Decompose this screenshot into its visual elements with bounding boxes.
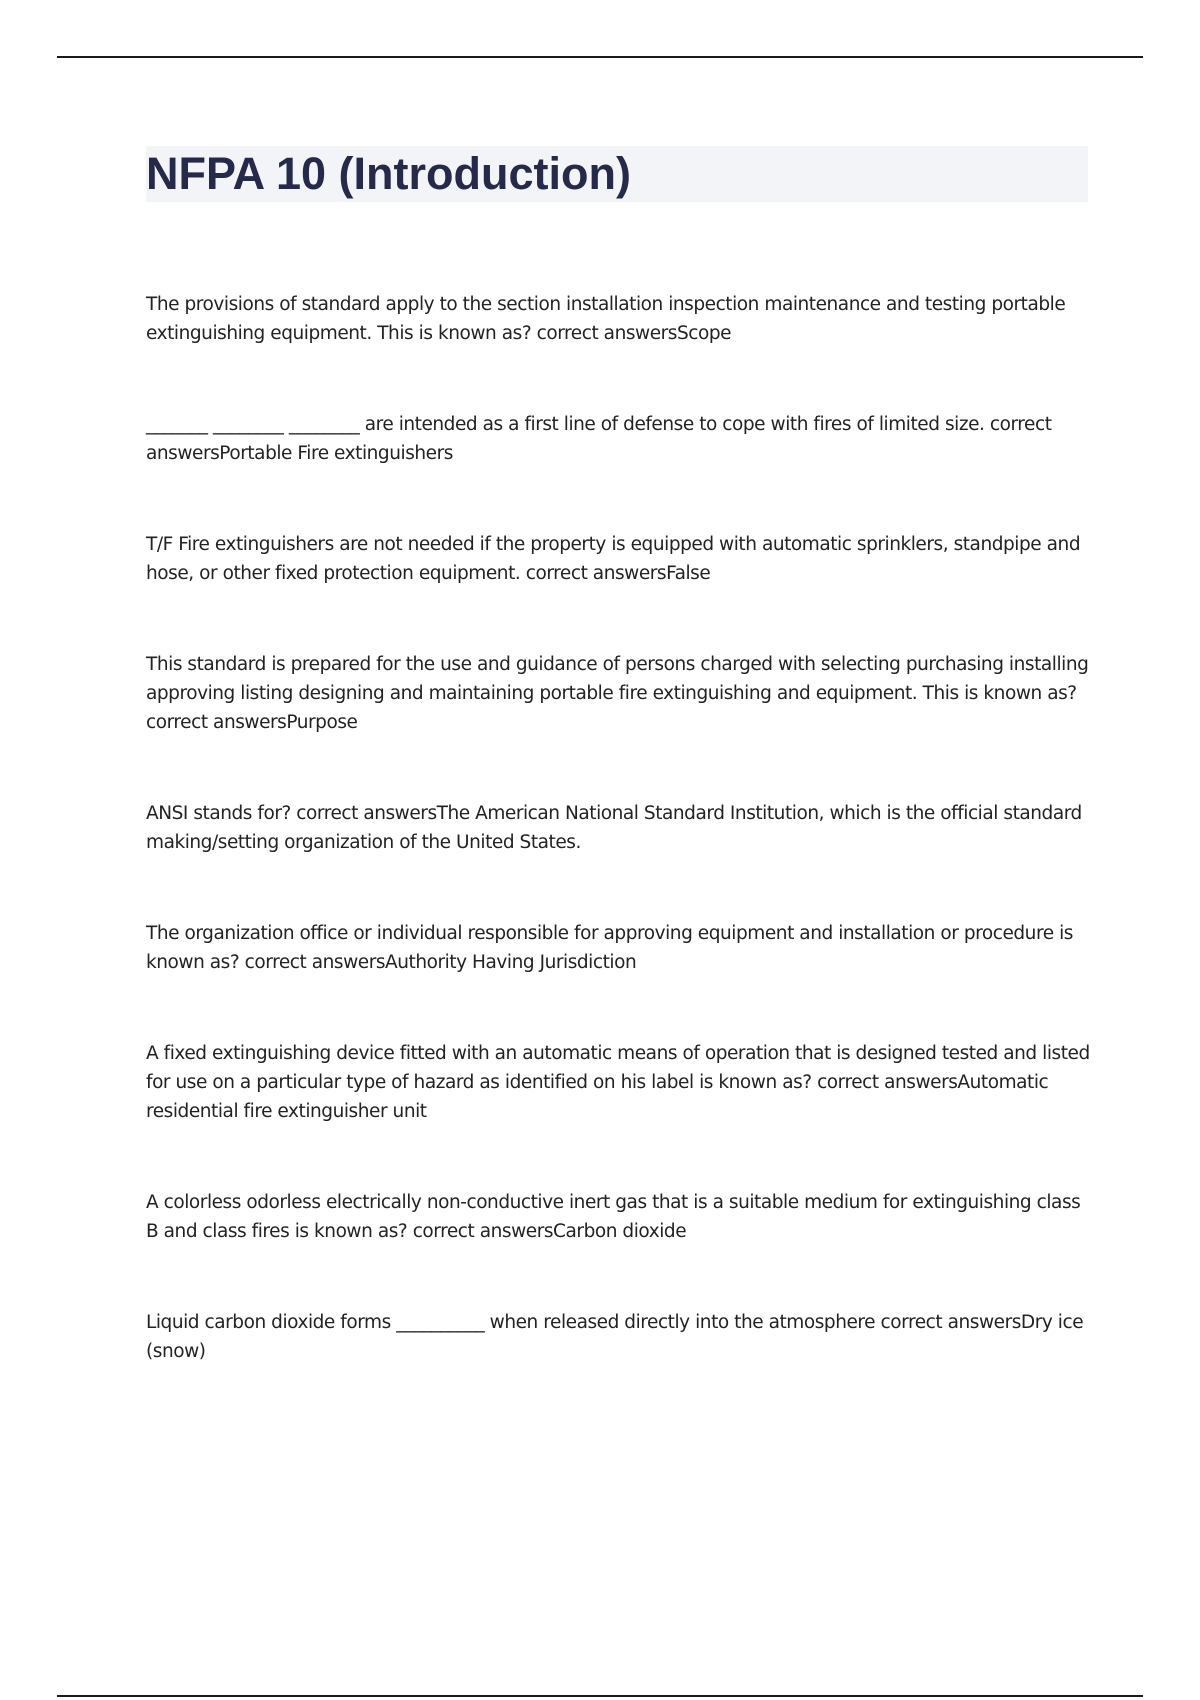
qa-item-true-false: T/F Fire extinguishers are not needed if the property is equipped with automatic sprinklers, standpipe and hose, or other fixed protection equipment. correct answersFalse: [146, 534, 1081, 584]
qa-list: [146, 290, 1091, 1366]
qa-item-scope: The provisions of standard apply to the section installation inspection maintenance and testing portable extinguishing equipment. This is known as? correct answersScope: [146, 294, 1066, 344]
qa-item-carbon-dioxide: A colorless odorless electrically non-conductive inert gas that is a suitable medium for extinguishing class B and class fires is known as? correct answersCarbon dioxide: [146, 1192, 1081, 1242]
qa-item-authority: The organization office or individual responsible for approving equipment and installation or procedure is known as? correct answersAuthority Having Jurisdiction: [146, 923, 1073, 973]
qa-item-automatic-unit: A fixed extinguishing device fitted with an automatic means of operation that is designed tested and listed for use on a particular type of hazard as identified on his label is known as? correct answersAutomatic residential fire extinguisher unit: [146, 1043, 1090, 1122]
qa-item-portable-extinguishers: _______ ________ ________ are intended as a first line of defense to cope with fires of limited size. correct answersPortable Fire extinguishers: [146, 414, 1052, 464]
qa-item-ansi: ANSI stands for? correct answersThe American National Standard Institution, which is the official standard making/setting organization of the United States.: [146, 803, 1082, 853]
document-title: NFPA 10 (Introduction): [146, 148, 631, 199]
bottom-rule: [57, 1695, 1143, 1697]
qa-item-dry-ice: Liquid carbon dioxide forms __________ when released directly into the atmosphere correct answersDry ice (snow): [146, 1312, 1084, 1362]
top-rule: [57, 56, 1143, 58]
qa-item-purpose: This standard is prepared for the use and guidance of persons charged with selecting purchasing installing approving listing designing and maintaining portable fire extinguishing and equipment. This is known as? correct answersPurpose: [146, 654, 1089, 733]
